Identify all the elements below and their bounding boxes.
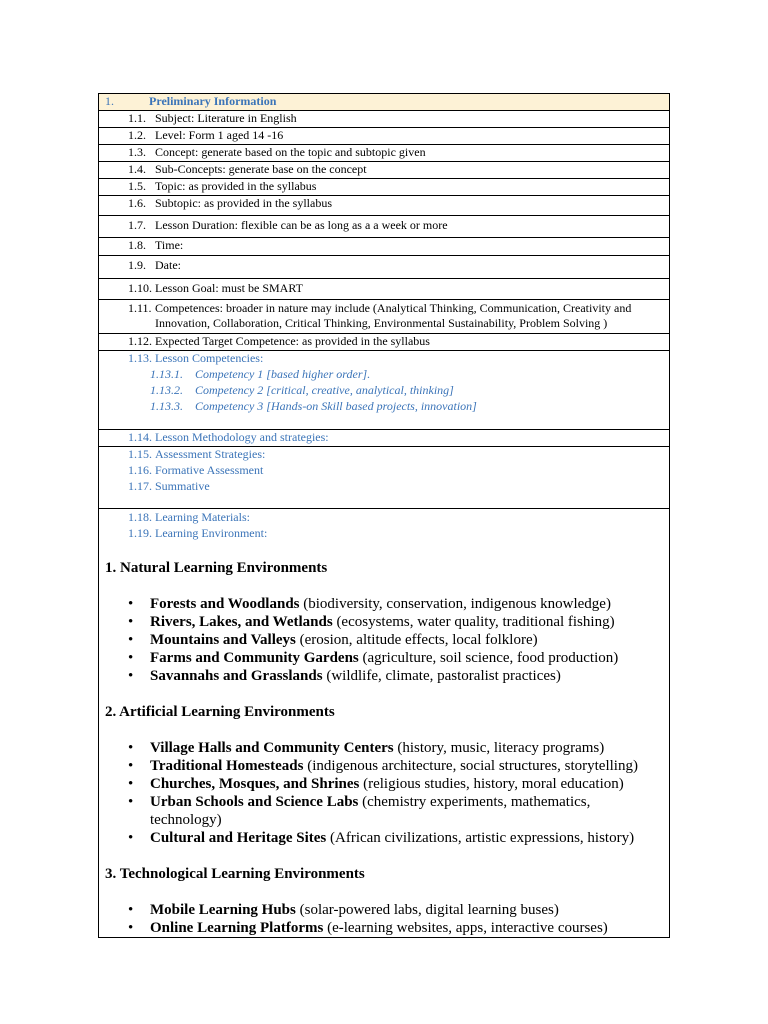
competency-item: 1.13.3. Competency 3 [Hands-on Skill based projects, innovation] xyxy=(150,399,477,413)
list-item: 1.14. Lesson Methodology and strategies: xyxy=(128,430,329,444)
table-row xyxy=(99,128,670,145)
bullet-list xyxy=(99,595,669,685)
table-row xyxy=(99,145,670,162)
list-item: • Village Halls and Community Centers (history, music, literacy programs) xyxy=(150,739,669,757)
list-item: 1.9. Date: xyxy=(128,258,181,272)
list-item: • Mobile Learning Hubs (solar-powered labs, digital learning buses) xyxy=(150,901,669,919)
preliminary-header-cell xyxy=(99,94,670,111)
list-item: 1.13. Lesson Competencies: xyxy=(128,351,264,365)
list-item: 1.18. Learning Materials: xyxy=(128,510,250,524)
list-item: • Savannahs and Grasslands (wildlife, climate, pastoralist practices) xyxy=(150,667,669,685)
table-row xyxy=(99,196,670,216)
list-item: 1.5. Topic: as provided in the syllabus xyxy=(128,179,317,193)
list-item: 1.11. Competences: broader in nature may include (Analytical Thinking, Communication, Creativity and Innovation, Collaboration, Critical Thinking, Environmental Sustainability, Problem Solving ) xyxy=(128,301,632,330)
table-row xyxy=(99,238,670,256)
header-number: 1. xyxy=(105,94,114,108)
natural-environments-section xyxy=(99,559,669,685)
header-title: Preliminary Information xyxy=(149,94,277,108)
artificial-environments-section xyxy=(99,703,669,847)
list-item: • Cultural and Heritage Sites (African civilizations, artistic expressions, history) xyxy=(150,829,669,847)
list-item: • Farms and Community Gardens (agriculture, soil science, food production) xyxy=(150,649,669,667)
table-row-header xyxy=(99,94,670,111)
list-item: 1.3. Concept: generate based on the topic and subtopic given xyxy=(128,145,426,159)
table-row-assessment xyxy=(99,447,670,509)
list-item: • Forests and Woodlands (biodiversity, conservation, indigenous knowledge) xyxy=(150,595,669,613)
list-item: 1.8. Time: xyxy=(128,238,184,252)
bullet-list xyxy=(99,739,669,847)
list-item: 1.7. Lesson Duration: flexible can be as long as a a week or more xyxy=(128,218,448,232)
technological-environments-section xyxy=(99,865,669,937)
list-item: 1.1. Subject: Literature in English xyxy=(128,111,297,125)
list-item: 1.16. Formative Assessment xyxy=(128,463,264,477)
table-row xyxy=(99,179,670,196)
competency-item: 1.13.2. Competency 2 [critical, creative, analytical, thinking] xyxy=(150,383,454,397)
table-row-environment xyxy=(99,509,670,938)
table-row xyxy=(99,256,670,279)
list-item: • Mountains and Valleys (erosion, altitude effects, local folklore) xyxy=(150,631,669,649)
list-item: 1.2. Level: Form 1 aged 14 -16 xyxy=(128,128,284,142)
list-item: 1.12. Expected Target Competence: as provided in the syllabus xyxy=(128,334,430,348)
list-item: 1.15. Assessment Strategies: xyxy=(128,447,266,461)
lesson-plan-table xyxy=(98,93,670,938)
list-item: • Traditional Homesteads (indigenous architecture, social structures, storytelling) xyxy=(150,757,669,775)
section-heading: 2. Artificial Learning Environments xyxy=(105,704,335,720)
list-item: 1.19. Learning Environment: xyxy=(128,526,268,540)
table-row xyxy=(99,334,670,351)
list-item: 1.17. Summative xyxy=(128,479,210,493)
bullet-list xyxy=(99,901,669,937)
table-row xyxy=(99,111,670,128)
competency-item: 1.13.1. Competency 1 [based higher order]. xyxy=(150,367,371,381)
list-item: • Churches, Mosques, and Shrines (religious studies, history, moral education) xyxy=(150,775,669,793)
section-heading: 3. Technological Learning Environments xyxy=(105,866,365,882)
table-row-competencies xyxy=(99,351,670,430)
table-row xyxy=(99,216,670,238)
list-item: 1.10. Lesson Goal: must be SMART xyxy=(128,281,303,295)
list-item: 1.6. Subtopic: as provided in the syllabus xyxy=(128,196,332,210)
list-item: 1.4. Sub-Concepts: generate base on the concept xyxy=(128,162,367,176)
table-row xyxy=(99,300,670,334)
table-row xyxy=(99,162,670,179)
table-row xyxy=(99,430,670,447)
list-item: • Online Learning Platforms (e-learning websites, apps, interactive courses) xyxy=(150,919,669,937)
section-heading: 1. Natural Learning Environments xyxy=(105,560,328,576)
list-item: • Rivers, Lakes, and Wetlands (ecosystems, water quality, traditional fishing) xyxy=(150,613,669,631)
table-row xyxy=(99,279,670,300)
list-item: • Urban Schools and Science Labs (chemistry experiments, mathematics, technology) xyxy=(150,793,669,829)
